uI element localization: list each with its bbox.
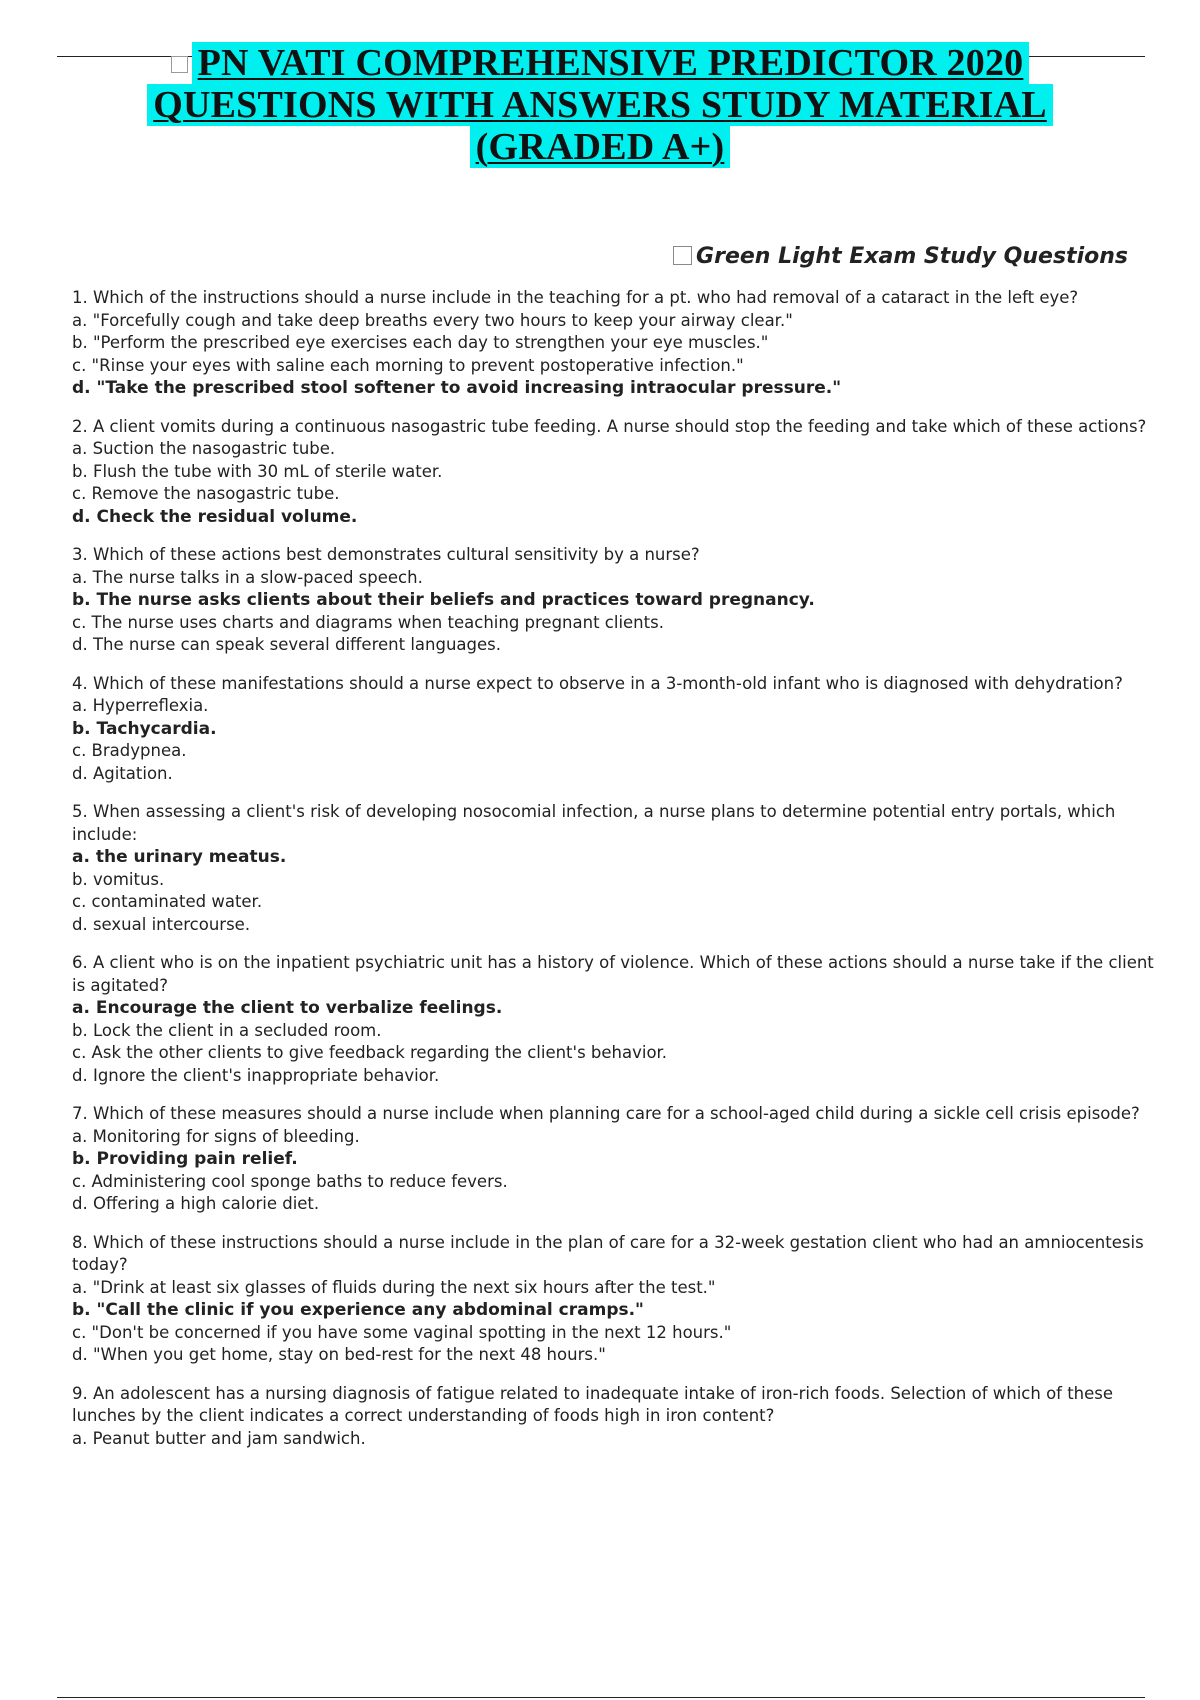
answer-option-correct: d. Check the residual volume. [72,506,358,527]
title-line-1: PN VATI COMPREHENSIVE PREDICTOR 2020 [192,42,1030,84]
answer-option: d. Offering a high calorie diet. [72,1194,320,1213]
answer-option-correct: b. Tachycardia. [72,718,217,739]
checkbox-placeholder-icon [673,246,692,265]
answer-option: a. Suction the nasogastric tube. [72,439,336,458]
answer-option: a. "Drink at least six glasses of fluids during the next six hours after the test." [72,1277,716,1297]
title-line-3: (GRADED A+) [470,126,731,168]
section-subtitle [673,244,1128,269]
document-title [0,42,1200,168]
question-item [72,1103,1170,1216]
answer-option: a. "Forcefully cough and take deep breaths every two hours to keep your airway clear." [72,310,793,330]
title-line-1-row [0,42,1200,84]
answer-option: b. vomitus. [72,869,165,889]
answer-option: c. Remove the nasogastric tube. [72,484,340,503]
question-stem: 3. Which of these actions best demonstrates cultural sensitivity by a nurse? [72,545,700,564]
answer-option: c. Administering cool sponge baths to reduce fevers. [72,1171,508,1191]
question-item [72,952,1170,1087]
answer-option-correct: b. The nurse asks clients about their beliefs and practices toward pregnancy. [72,590,815,610]
answer-option: c. "Don't be concerned if you have some vaginal spotting in the next 12 hours." [72,1322,732,1342]
question-stem: 5. When assessing a client's risk of developing nosocomial infection, a nurse plans to determine potential entry portals, which include: [72,802,1116,844]
answer-option: d. The nurse can speak several different languages. [72,635,501,654]
answer-option: b. Lock the client in a secluded room. [72,1020,382,1040]
answer-option: a. Hyperreflexia. [72,696,209,715]
bottom-rule [57,1697,1145,1698]
subtitle-text: Green Light Exam Study Questions [696,244,1128,269]
answer-option-correct: a. the urinary meatus. [72,847,287,867]
question-stem: 9. An adolescent has a nursing diagnosis of fatigue related to inadequate intake of iron-rich foods. Selection of which of these lunches by the client indicates a correct understanding of foods high in iron content? [72,1383,1114,1425]
question-item [72,801,1170,936]
question-stem: 1. Which of the instructions should a nurse include in the teaching for a pt. who had removal of a cataract in the left eye? [72,288,1079,307]
question-list [72,287,1170,1466]
question-stem: 2. A client vomits during a continuous nasogastric tube feeding. A nurse should stop the feeding and take which of these actions? [72,416,1147,436]
question-stem: 6. A client who is on the inpatient psychiatric unit has a history of violence. Which of these actions should a nurse take if the client is agitated? [72,953,1154,995]
answer-option: c. contaminated water. [72,892,263,911]
answer-option: d. Agitation. [72,763,173,783]
answer-option: a. Peanut butter and jam sandwich. [72,1428,366,1448]
answer-option: b. "Perform the prescribed eye exercises each day to strengthen your eye muscles." [72,333,769,352]
answer-option: b. Flush the tube with 30 mL of sterile water. [72,461,443,481]
answer-option: c. "Rinse your eyes with saline each morning to prevent postoperative infection." [72,355,744,375]
answer-option-correct: d. "Take the prescribed stool softener to avoid increasing intraocular pressure." [72,378,842,398]
answer-option-correct: b. "Call the clinic if you experience any abdominal cramps." [72,1300,644,1320]
question-item [72,416,1170,529]
title-line-2: QUESTIONS WITH ANSWERS STUDY MATERIAL [147,84,1053,126]
answer-option: c. Ask the other clients to give feedback regarding the client's behavior. [72,1043,668,1062]
answer-option-correct: b. Providing pain relief. [72,1149,298,1169]
question-item [72,673,1170,786]
question-item [72,287,1170,400]
question-item [72,544,1170,657]
answer-option: d. Ignore the client's inappropriate behavior. [72,1065,440,1085]
question-stem: 4. Which of these manifestations should a nurse expect to observe in a 3-month-old infant who is diagnosed with dehydration? [72,673,1123,693]
answer-option: c. The nurse uses charts and diagrams when teaching pregnant clients. [72,612,664,632]
title-line-3-row [0,126,1200,168]
question-item [72,1232,1170,1367]
question-stem: 7. Which of these measures should a nurse include when planning care for a school-aged child during a sickle cell crisis episode? [72,1104,1140,1123]
answer-option: a. Monitoring for signs of bleeding. [72,1126,360,1146]
question-stem: 8. Which of these instructions should a nurse include in the plan of care for a 32-week gestation client who had an amniocentesis today? [72,1232,1144,1274]
checkbox-placeholder-icon [171,56,188,73]
question-item [72,1383,1170,1451]
answer-option: a. The nurse talks in a slow-paced speech. [72,567,423,587]
answer-option: d. sexual intercourse. [72,914,251,934]
answer-option: c. Bradypnea. [72,741,187,760]
answer-option: d. "When you get home, stay on bed-rest for the next 48 hours." [72,1345,606,1364]
title-line-2-row [0,84,1200,126]
answer-option-correct: a. Encourage the client to verbalize feelings. [72,998,503,1018]
